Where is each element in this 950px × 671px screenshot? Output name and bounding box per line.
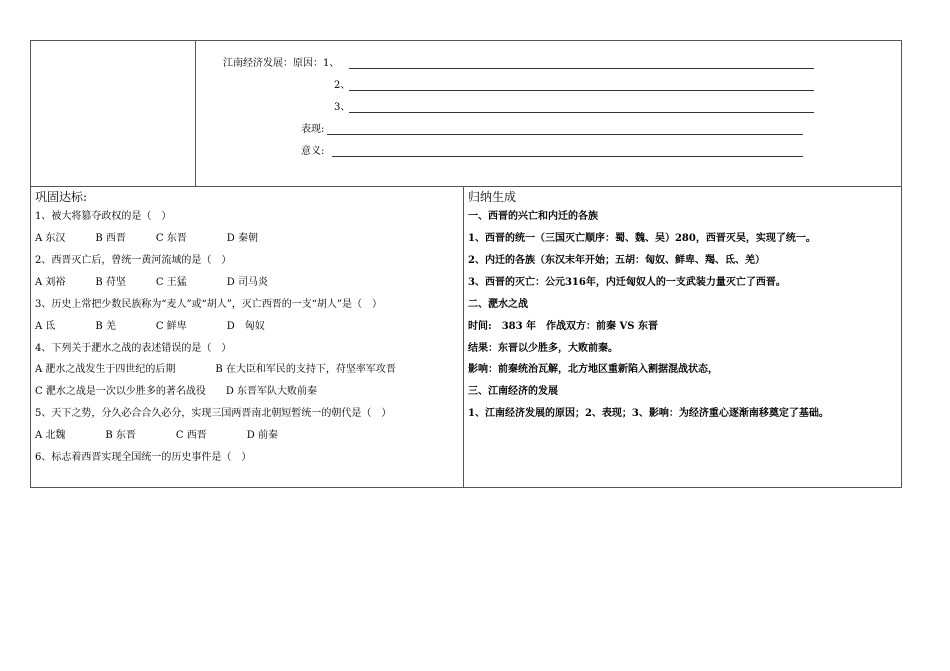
exercise-line: C 淝水之战是一次以少胜多的著名战役 D 东晋军队大败前秦 [35, 386, 318, 397]
exercise-line: A 东汉 B 西晋 C 东晋 D 秦朝 [35, 233, 258, 244]
worksheet-table [30, 40, 902, 488]
exercise-line: 5、天下之势，分久必合合久必分，实现三国两晋南北朝短暂统一的朝代是（ ） [35, 408, 392, 419]
significance-label: 意义: [301, 146, 325, 157]
jiangnan-cause-label: 江南经济发展：原因：1、 [223, 58, 340, 69]
cause-3-blank[interactable] [349, 112, 814, 113]
exercises-title: 巩固达标: [35, 190, 88, 204]
summary-line: 二、淝水之战 [468, 299, 528, 310]
summary-line: 时间: 383 年 作战双方：前秦 VS 东晋 [468, 321, 658, 332]
summary-line: 1、江南经济发展的原因；2、表现；3、影响：为经济重心逐渐南移奠定了基础。 [468, 408, 829, 419]
cause-2-label: 2、 [334, 80, 351, 91]
cause-1-blank[interactable] [349, 68, 814, 69]
summary-line: 1、西晋的统一（三国灭亡顺序：蜀、魏、吴）280，西晋灭吴，实现了统一。 [468, 233, 816, 244]
exercise-line: 1、被大将篡夺政权的是（ ） [35, 211, 172, 222]
performance-blank[interactable] [327, 134, 803, 135]
bottom-column-divider [463, 186, 464, 487]
significance-blank[interactable] [332, 156, 803, 157]
exercise-line: 4、下列关于淝水之战的表述错误的是（ ） [35, 343, 232, 354]
summary-line: 结果：东晋以少胜多，大败前秦。 [468, 343, 618, 354]
cause-3-label: 3、 [334, 102, 351, 113]
summary-line: 2、内迁的各族（东汉末年开始；五胡：匈奴、鲜卑、羯、氐、羌） [468, 255, 765, 266]
exercise-line: A 淝水之战发生于四世纪的后期 B 在大臣和军民的支持下，苻坚率军攻晋 [35, 364, 396, 375]
cause-2-blank[interactable] [349, 90, 814, 91]
exercise-line: 3、历史上常把少数民族称为“麦人”或“胡人”，灭亡西晋的一支“胡人”是（ ） [35, 299, 383, 310]
row-divider [31, 186, 901, 187]
exercise-line: A 刘裕 B 苻坚 C 王猛 D 司马炎 [35, 277, 268, 288]
exercise-line: 6、标志着西晋实现全国统一的历史事件是（ ） [35, 452, 252, 463]
summary-line: 3、西晋的灭亡：公元316年，内迁匈奴人的一支武装力量灭亡了西晋。 [468, 277, 786, 288]
summary-line: 一、西晋的兴亡和内迁的各族 [468, 211, 598, 222]
top-column-divider [195, 41, 196, 186]
exercise-line: A 氐 B 羌 C 鲜卑 D 匈奴 [35, 321, 265, 332]
performance-label: 表现: [301, 124, 325, 135]
exercise-line: A 北魏 B 东晋 C 西晋 D 前秦 [35, 430, 278, 441]
summary-title: 归纳生成 [468, 190, 517, 204]
summary-line: 影响：前秦统治瓦解，北方地区重新陷入割据混战状态， [468, 364, 718, 375]
exercise-line: 2、西晋灭亡后，曾统一黄河流域的是（ ） [35, 255, 232, 266]
summary-line: 三、江南经济的发展 [468, 386, 558, 397]
